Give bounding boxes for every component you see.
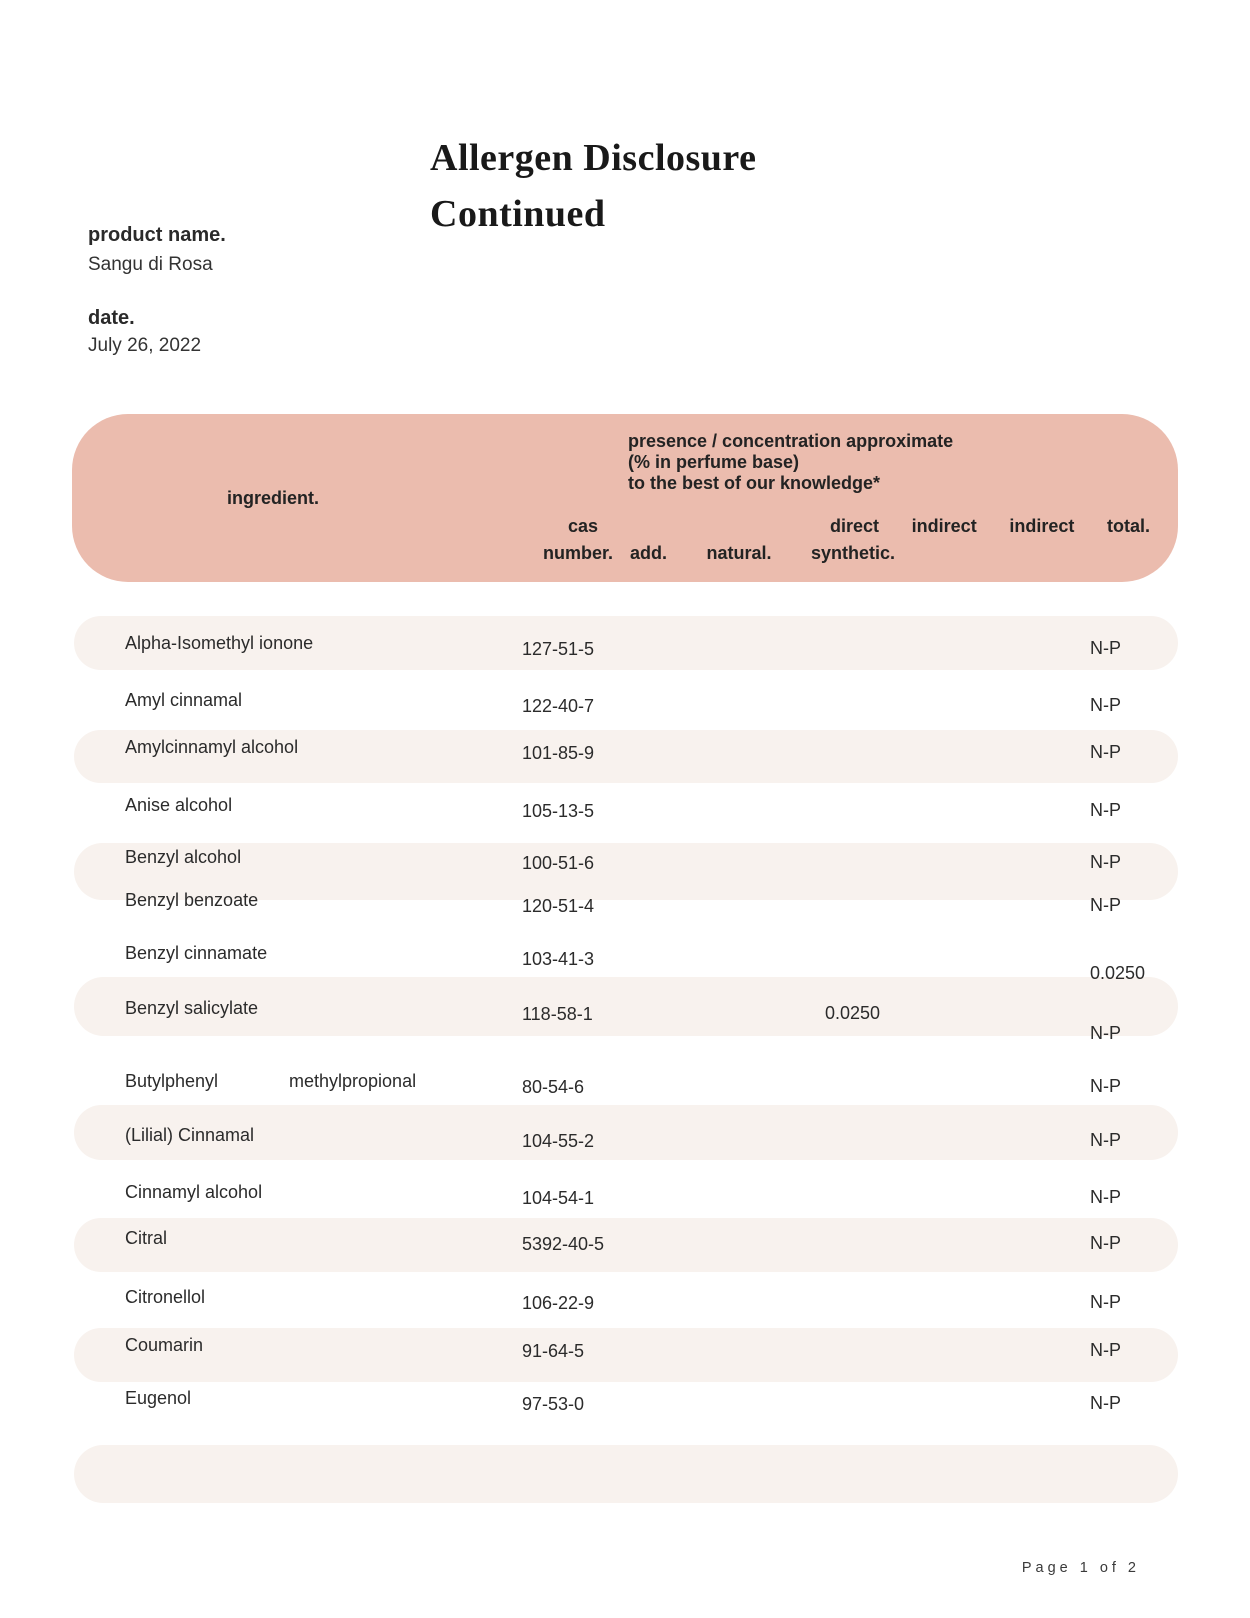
product-name-label: product name. (88, 224, 226, 246)
table-row (0, 795, 1250, 819)
table-row (0, 1287, 1250, 1311)
ingredient-name: Amylcinnamyl alcohol (125, 737, 299, 757)
total-value: N-P (1090, 1393, 1121, 1413)
total-value: N-P (1090, 1340, 1121, 1360)
ingredient-name: Alpha-Isomethyl ionone (125, 633, 314, 653)
total-value: N-P (1090, 1023, 1121, 1043)
cas-number: 101-85-9 (522, 743, 595, 763)
direct-value: 0.0250 (825, 1003, 881, 1023)
cas-number: 103-41-3 (522, 949, 595, 969)
cas-number: 97-53-0 (522, 1394, 585, 1414)
header-presence-line1: presence / concentration approximate (628, 431, 954, 451)
total-value: N-P (1090, 1292, 1121, 1312)
total-value: N-P (1090, 638, 1121, 658)
total-value: N-P (1090, 1187, 1121, 1207)
table-row (0, 1228, 1250, 1252)
ingredient-name: Cinnamyl alcohol (125, 1182, 263, 1202)
ingredient-name: Benzyl benzoate (125, 890, 259, 910)
total-value: 0.0250 (1090, 963, 1146, 983)
table-row (0, 847, 1250, 871)
cas-number: 104-55-2 (522, 1131, 595, 1151)
ingredient-name: (Lilial) Cinnamal (125, 1125, 255, 1145)
total-value: N-P (1090, 852, 1121, 872)
total-value: N-P (1090, 742, 1121, 762)
total-value: N-P (1090, 800, 1121, 820)
table-row (0, 998, 1250, 1043)
table-row (0, 943, 1250, 983)
page-title (430, 130, 756, 242)
header-presence (628, 431, 953, 494)
header-col-add: add. (630, 543, 668, 563)
header-presence-line2: (% in perfume base) (628, 452, 800, 472)
table-row (0, 1335, 1250, 1359)
total-value: N-P (1090, 1076, 1121, 1096)
header-presence-line3: to the best of our knowledge* (628, 473, 881, 493)
page-title-line1: Allergen Disclosure (430, 137, 757, 179)
header-col-total: total. (1106, 516, 1150, 536)
cas-number: 91-64-5 (522, 1341, 585, 1361)
ingredient-name: Amyl cinnamal (125, 690, 243, 710)
cas-number: 105-13-5 (522, 801, 595, 821)
page-number: Page 1 of 2 (1021, 1560, 1140, 1576)
header-col-natural: natural. (706, 543, 772, 563)
table-row (0, 1125, 1250, 1149)
table-row (0, 1388, 1250, 1412)
ingredient-name: Coumarin (125, 1335, 204, 1355)
ingredient-name: Citronellol (125, 1287, 206, 1307)
cas-number: 106-22-9 (522, 1293, 595, 1313)
product-name-value: Sangu di Rosa (88, 254, 213, 275)
ingredient-name: Eugenol (125, 1388, 192, 1408)
cas-number: 122-40-7 (522, 696, 595, 716)
header-col-indirect-2: indirect (1009, 516, 1075, 536)
cas-number: 104-54-1 (522, 1188, 595, 1208)
cas-number: 5392-40-5 (522, 1234, 605, 1254)
cas-number: 80-54-6 (522, 1077, 585, 1097)
total-value: N-P (1090, 1233, 1121, 1253)
ingredient-name: Butylphenyl (125, 1071, 219, 1091)
header-subcolumns-right (830, 516, 1150, 537)
date-value: July 26, 2022 (88, 335, 202, 356)
total-value: N-P (1090, 695, 1121, 715)
cas-number: 120-51-4 (522, 896, 595, 916)
cas-number: 118-58-1 (522, 1004, 593, 1024)
header-col-synthetic: synthetic. (810, 543, 895, 563)
header-col-indirect-1: indirect (911, 516, 977, 536)
page-title-line2: Continued (430, 193, 606, 235)
table-row (0, 890, 1250, 914)
table-row (0, 1182, 1250, 1206)
table-header-band (72, 414, 1178, 582)
ingredient-name-continued: methylpropional (289, 1071, 417, 1091)
total-value: N-P (1090, 1130, 1121, 1150)
cas-number: 100-51-6 (522, 853, 595, 873)
cas-number: 127-51-5 (522, 639, 595, 659)
header-subcolumns-left (630, 543, 895, 564)
ingredient-name: Anise alcohol (125, 795, 233, 815)
header-ingredient: ingredient. (227, 488, 320, 508)
table-row (0, 1071, 1250, 1095)
header-cas: cas (568, 516, 599, 536)
table-row (0, 737, 1250, 761)
table-row (0, 690, 1250, 714)
date-label: date. (88, 307, 135, 329)
header-col-direct: direct (830, 516, 880, 536)
ingredient-name: Benzyl alcohol (125, 847, 242, 867)
table-row (0, 633, 1250, 657)
total-value: N-P (1090, 895, 1121, 915)
row-stripe (74, 1445, 1178, 1503)
ingredient-name: Benzyl cinnamate (125, 943, 268, 963)
ingredient-name: Citral (125, 1228, 168, 1248)
ingredient-name: Benzyl salicylate (125, 998, 259, 1018)
header-cas-number: number. (543, 543, 614, 563)
